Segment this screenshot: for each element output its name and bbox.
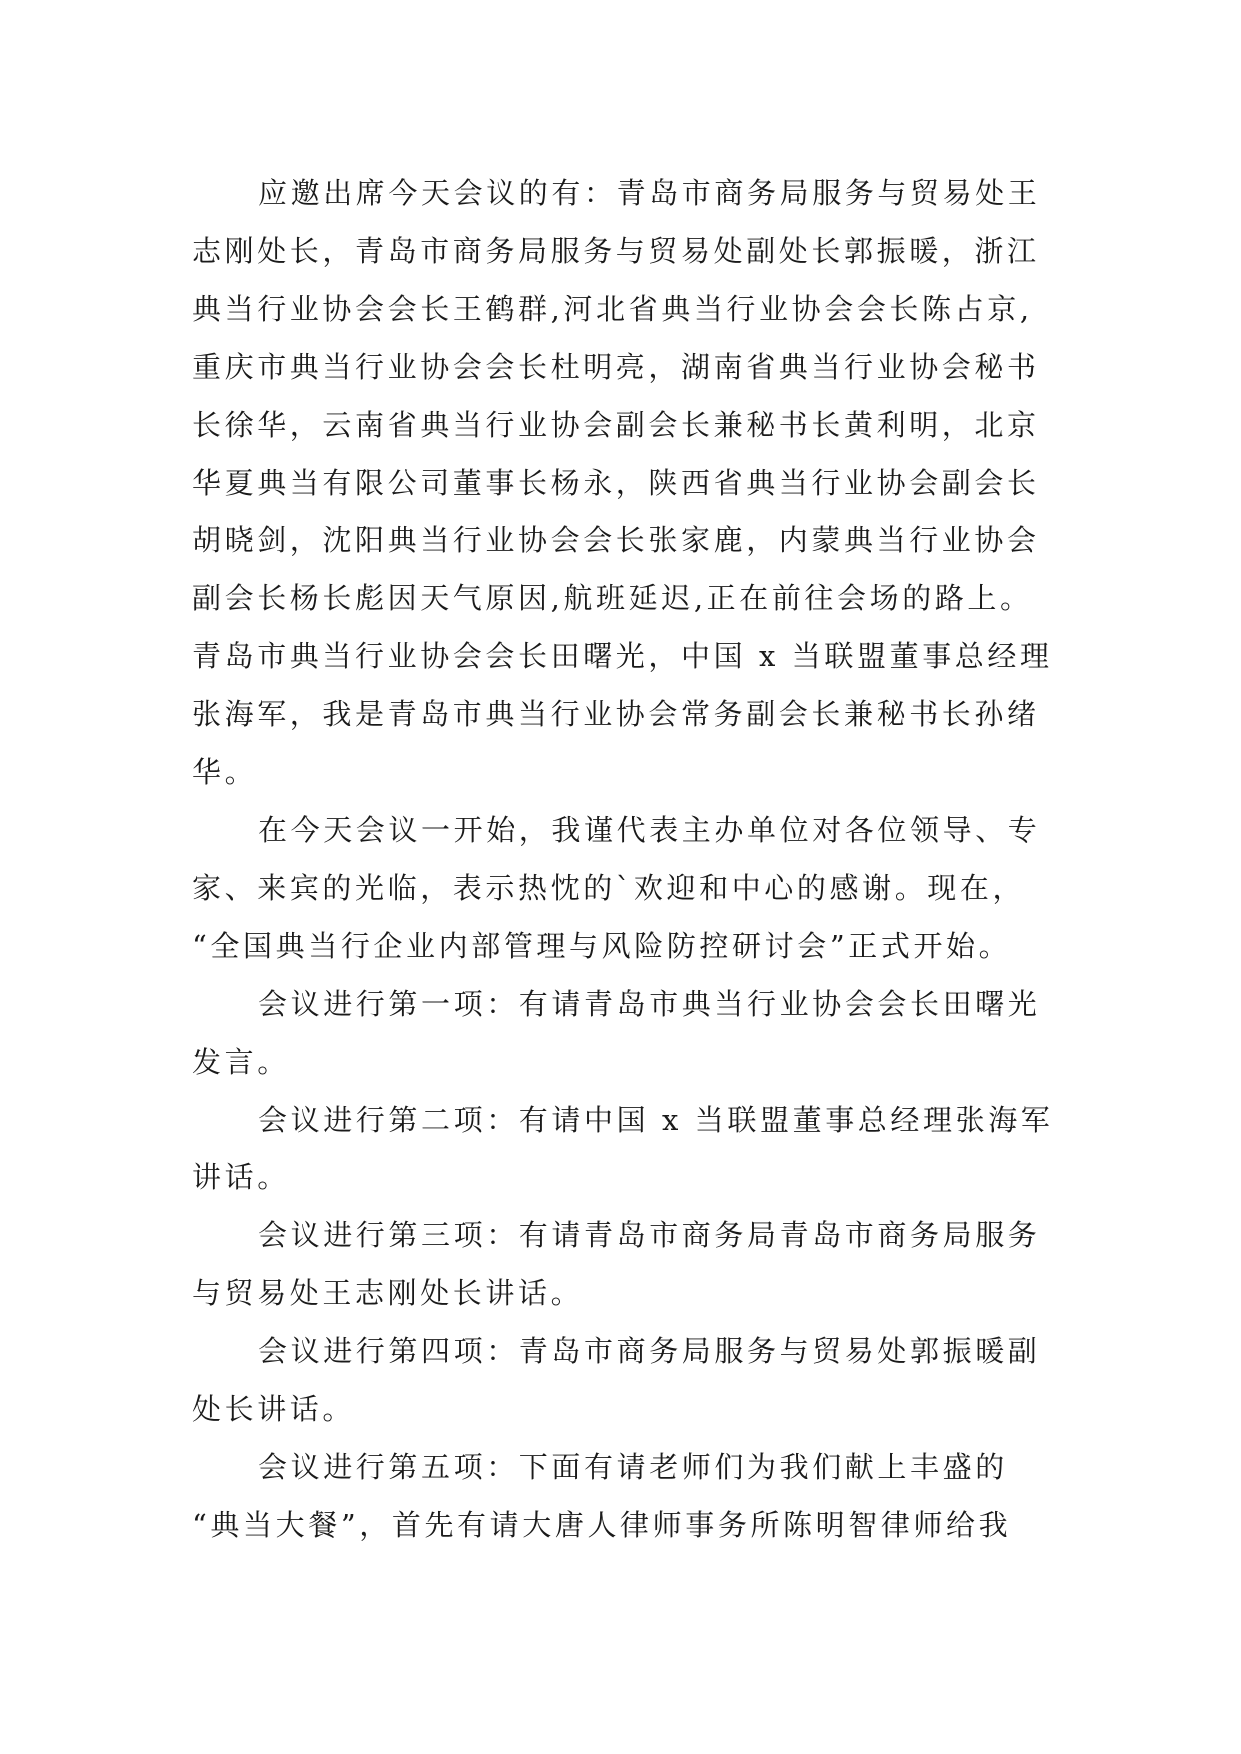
paragraph-line: 处长讲话。 [192, 1392, 356, 1427]
paragraph-line: 典当行业协会会长王鹤群,河北省典当行业协会会长陈占京, [192, 291, 1033, 326]
paragraph-line: 家、来宾的光临，表示热忱的`欢迎和中心的感谢。现在， [192, 870, 1026, 905]
paragraph [192, 165, 1062, 802]
paragraph-line: 会议进行第二项：有请中国 x 当联盟董事总经理张海军 [258, 1102, 1054, 1137]
paragraph [192, 1092, 1062, 1208]
paragraph-line: “典当大餐”，首先有请大唐人律师事务所陈明智律师给我 [192, 1507, 1012, 1542]
paragraph-line: 华夏典当有限公司董事长杨永，陕西省典当行业协会副会长 [192, 465, 1040, 500]
paragraph [192, 1439, 1062, 1555]
paragraph [192, 1207, 1062, 1323]
paragraph-line: 应邀出席今天会议的有：青岛市商务局服务与贸易处王 [258, 176, 1041, 210]
paragraph-line: 青岛市典当行业协会会长田曙光，中国 x 当联盟董事总经理 [192, 639, 1053, 674]
paragraph [192, 976, 1062, 1092]
paragraph-line: 发言。 [192, 1044, 290, 1079]
paragraph-line: 重庆市典当行业协会会长杜明亮，湖南省典当行业协会秘书 [192, 349, 1040, 384]
paragraph [192, 802, 1062, 976]
paragraph-line: 长徐华，云南省典当行业协会副会长兼秘书长黄利明，北京 [192, 407, 1040, 442]
paragraph-line: 会议进行第三项：有请青岛市商务局青岛市商务局服务 [258, 1218, 1041, 1253]
paragraph-line: 会议进行第一项：有请青岛市典当行业协会会长田曙光 [258, 986, 1041, 1021]
paragraph [192, 1323, 1062, 1439]
paragraph-line: 张海军，我是青岛市典当行业协会常务副会长兼秘书长孙绪 [192, 697, 1040, 732]
paragraph-line: 与贸易处王志刚处长讲话。 [192, 1276, 584, 1311]
paragraph-line: 在今天会议一开始，我谨代表主办单位对各位领导、专 [258, 812, 1041, 847]
paragraph-line: 志刚处长，青岛市商务局服务与贸易处副处长郭振暖，浙江 [192, 233, 1040, 268]
paragraph-line: 副会长杨长彪因天气原因,航班延迟,正在前往会场的路上。 [192, 581, 1033, 616]
paragraph-line: 会议进行第四项：青岛市商务局服务与贸易处郭振暖副 [258, 1334, 1041, 1369]
paragraph-line: 讲话。 [192, 1160, 290, 1195]
paragraph-line: 华。 [192, 755, 258, 790]
document-body [192, 165, 1062, 1555]
paragraph-line: 会议进行第五项：下面有请老师们为我们献上丰盛的 [258, 1449, 1008, 1484]
paragraph-line: 胡晓剑，沈阳典当行业协会会长张家鹿，内蒙典当行业协会 [192, 523, 1040, 558]
paragraph-line: “全国典当行企业内部管理与风险防控研讨会”正式开始。 [192, 928, 1012, 963]
